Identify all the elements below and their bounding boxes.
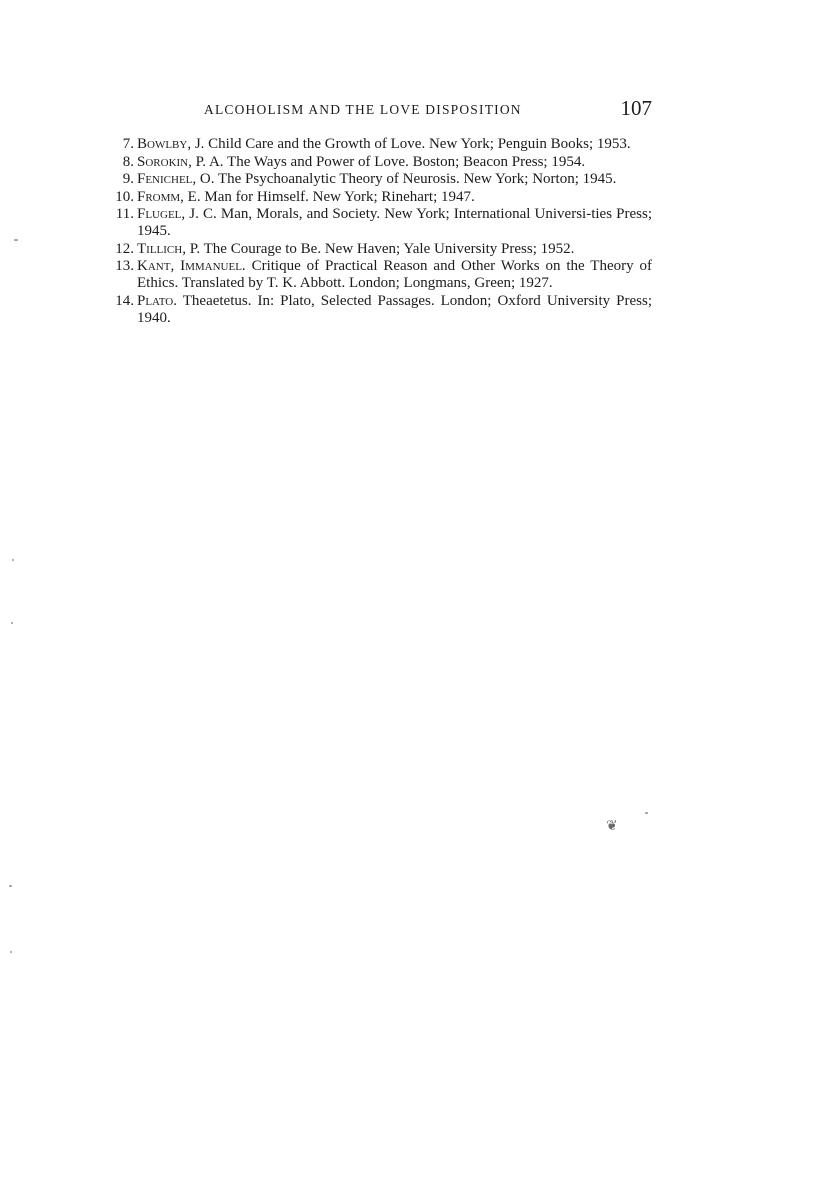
page-number: 107 — [620, 96, 652, 120]
reference-text: The Psychoanalytic Theory of Neurosis. New York; Norton; 1945. — [214, 171, 617, 187]
reference-number: 8. — [122, 153, 134, 170]
scan-mark-icon: ❦ — [606, 818, 618, 834]
scan-speck — [11, 622, 13, 624]
reference-text-continued: . London; Longmans, Green; 1927. — [341, 275, 553, 291]
reference-text: Man for Himself. New York; Rinehart; 1947. — [200, 188, 475, 205]
scan-speck — [645, 812, 648, 814]
reference-number: 9. — [122, 171, 134, 187]
scan-speck — [9, 885, 12, 887]
scan-speck — [10, 951, 12, 953]
reference-item — [112, 189, 652, 206]
scan-speck — [12, 559, 14, 561]
reference-item — [112, 241, 652, 258]
reference-author: Tillich, P. — [137, 240, 201, 257]
reference-number: 11. — [115, 206, 134, 222]
reference-author: Sorokin, P. A. — [137, 153, 224, 170]
reference-translator: T. K. Abbott — [266, 275, 342, 291]
reference-text: Man, Morals, and Society. New York; International Universi-ties Press; 1945. — [137, 206, 652, 239]
reference-author: Kant, Immanuel. — [137, 258, 246, 274]
reference-item — [112, 171, 652, 188]
running-title: ALCOHOLISM AND THE LOVE DISPOSITION — [204, 102, 522, 117]
reference-item — [112, 258, 652, 292]
reference-number: 7. — [122, 136, 134, 152]
reference-number: 12. — [115, 240, 134, 257]
reference-author: Flugel, J. C. — [137, 206, 217, 222]
reference-author: Bowlby, J. — [137, 136, 205, 152]
reference-text: Theaetetus. In: Plato, Selected Passages. London; Oxford University Press; 1940. — [137, 292, 652, 326]
reference-item — [112, 206, 652, 240]
reference-item — [112, 293, 652, 327]
reference-number: 14. — [115, 292, 134, 309]
reference-author: Plato. — [137, 292, 178, 309]
scan-speck — [14, 239, 18, 241]
reference-author: Fenichel, O. — [137, 171, 215, 187]
reference-text: The Ways and Power of Love. Boston; Beacon Press; 1954. — [223, 153, 586, 170]
reference-number: 10. — [115, 188, 134, 205]
reference-item — [112, 136, 652, 153]
reference-item — [112, 154, 652, 171]
reference-text: Child Care and the Growth of Love. New York; Penguin Books; 1953. — [204, 136, 631, 152]
reference-number: 13. — [115, 258, 134, 274]
reference-author: Fromm, E. — [137, 188, 201, 205]
reference-text: The Courage to Be. New Haven; Yale University Press; 1952. — [200, 240, 575, 257]
reference-text: Critique of Practical Reason and Other Works on the Theory of Ethics. Translated by — [137, 258, 652, 291]
running-head — [204, 96, 652, 122]
reference-list — [112, 136, 652, 327]
